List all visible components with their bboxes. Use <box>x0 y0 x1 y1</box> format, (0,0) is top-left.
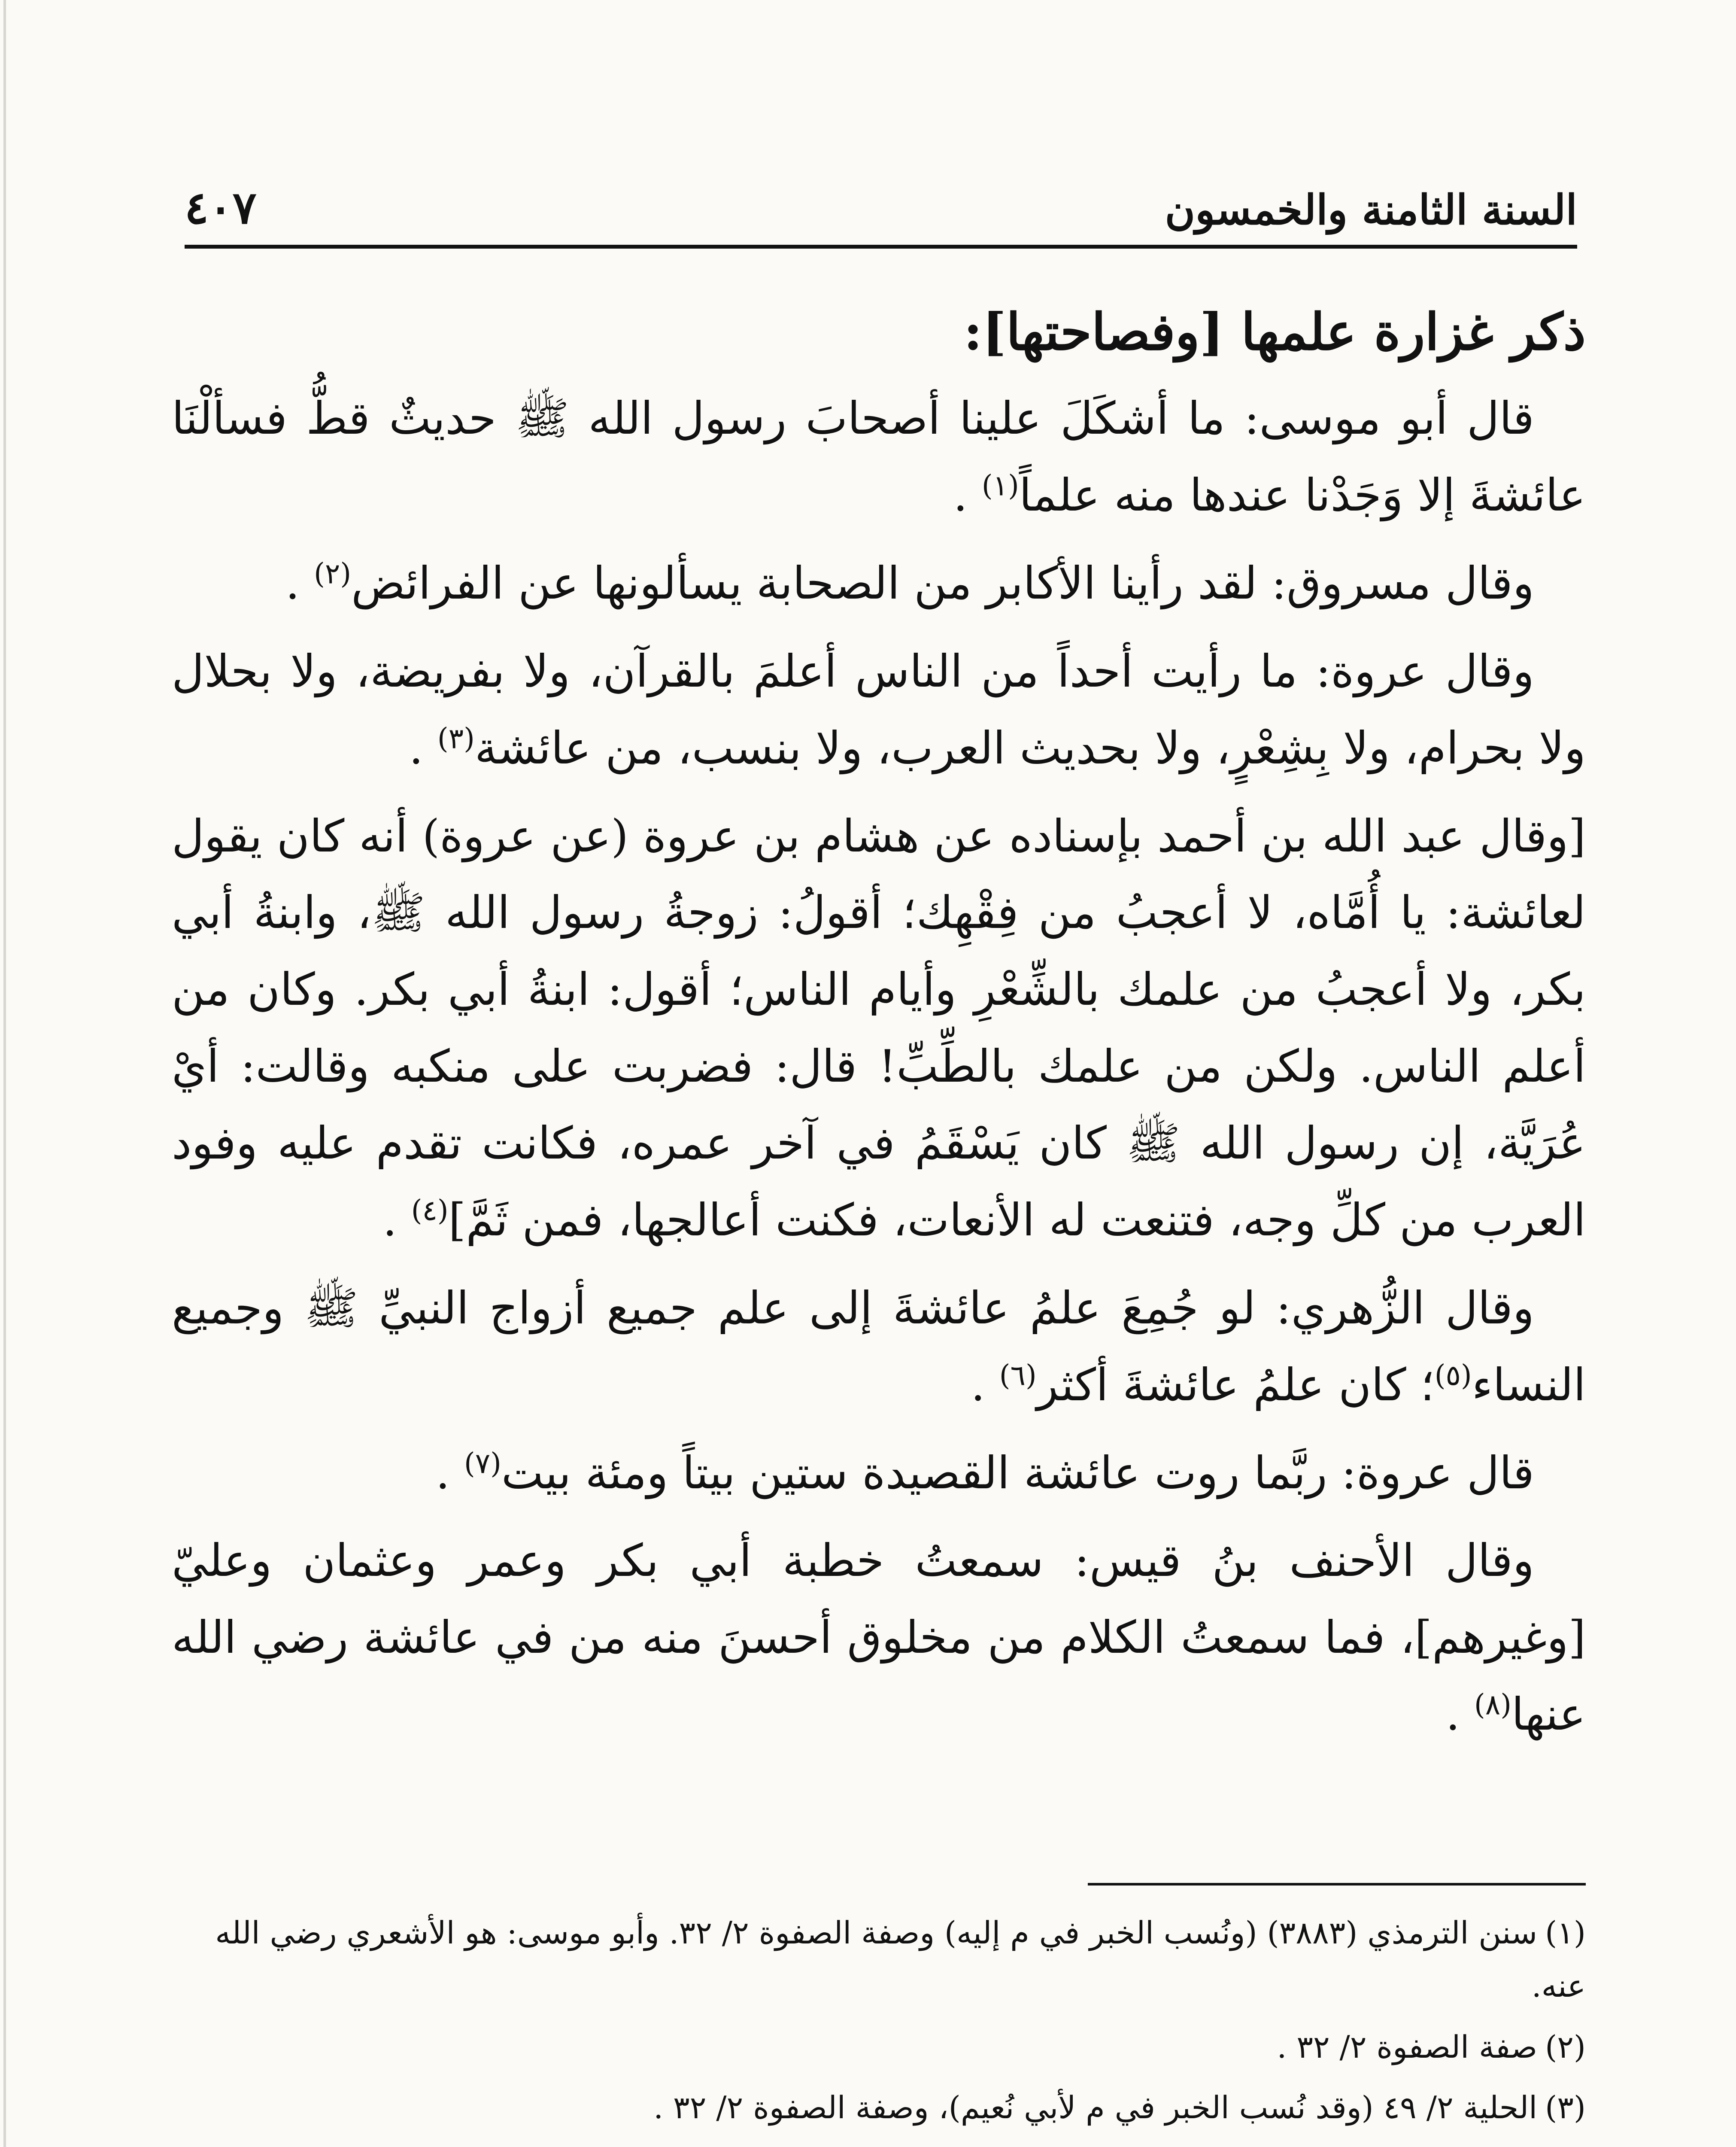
footnote-number: (٢) <box>1545 2028 1586 2065</box>
main-text <box>172 296 1586 1764</box>
paragraph-text: وقال الأحنف بنُ قيس: سمعتُ خطبة أبي بكر وعمر وعثمان وعليّ [وغيرهم]، فما سمعتُ الكلام من مخلوق أحسنَ منه من في عائشة رضي الله عنها <box>172 1534 1586 1741</box>
footnote-text: صفة الصفوة ٢/ ٣٢ . <box>1277 2028 1538 2065</box>
page-edge <box>3 0 6 2147</box>
footnote-rule <box>1088 1883 1586 1885</box>
footnotes <box>185 1907 1586 2147</box>
paragraph-ahnaf <box>172 1522 1586 1753</box>
paragraph-end: . <box>953 469 982 522</box>
paragraph-text: قال عروة: ربَّما روت عائشة القصيدة ستين بيتاً ومئة بيت <box>501 1446 1534 1499</box>
running-title: السنة الثامنة والخمسون <box>1165 186 1577 234</box>
footnote-number: (١) <box>1545 1915 1586 1951</box>
paragraph-end: . <box>971 1358 999 1411</box>
page-header <box>185 165 1577 234</box>
footnote-marker: (١) <box>981 469 1019 502</box>
footnote-marker: (٨) <box>1474 1688 1511 1721</box>
paragraph-abu-musa <box>172 380 1586 534</box>
paragraph-text: وقال مسروق: لقد رأينا الأكابر من الصحابة يسألونها عن الفرائض <box>351 557 1534 609</box>
section-title: ذكر غزارة علمها [وفصاحتها]: <box>963 302 1586 362</box>
header-rule <box>185 245 1577 249</box>
paragraph-text: وقال عروة: ما رأيت أحداً من الناس أعلمَ بالقرآن، ولا بفريضة، ولا بحلال ولا بحرام، ولا بِشِعْرٍ، ولا بحديث العرب، ولا بنسب، من عائشة <box>172 645 1586 774</box>
paragraph-end: . <box>435 1446 464 1499</box>
paragraph-text: وقال الزُّهري: لو جُمِعَ علمُ عائشةَ إلى علم جميع أزواج النبيِّ ﷺ وجميع النساء <box>172 1281 1586 1411</box>
paragraph-text: [وقال عبد الله بن أحمد بإسناده عن هشام بن عروة (عن عروة) أنه كان يقول لعائشة: يا أُمَّاه، لا أعجبُ من فِقْهِك؛ أقولُ: زوجةُ رسول الله ﷺ، وابنةُ أبي بكر، ولا أعجبُ من علمك بالشِّعْرِ وأيام الناس؛ أقول: ابنةُ أبي بكر. وكان من أعلم الناس. ولكن من علمك بالطِّبِّ! قال: فضربت على منكبه وقالت: أيْ عُرَيَّة، إن رسول الله ﷺ كان يَسْقَمُ في آخر عمره، فكانت تقدم عليه وفود العرب من كلِّ وجه، فتنعت له الأنعات، فكنت أعالجها، فمن ثَمَّ] <box>172 809 1586 1246</box>
paragraph-masruq <box>172 545 1586 622</box>
footnote-marker: (٦) <box>999 1359 1037 1392</box>
paragraph-text: قال أبو موسى: ما أشكَلَ علينا أصحابَ رسول الله ﷺ حديثٌ قطُّ فسألْنَا عائشةَ إلا وَجَدْنا عندها منه علماً <box>172 392 1586 522</box>
footnote-marker: (٣) <box>437 722 475 755</box>
paragraph-end: . <box>285 557 314 609</box>
footnote-4 <box>185 2142 1586 2147</box>
footnote-text: الحلية ٢/ ٤٩ (وقد نُسب الخبر في م لأبي نُعيم)، وصفة الصفوة ٢/ ٣٢ . <box>653 2089 1538 2126</box>
paragraph-end: . <box>1445 1688 1474 1741</box>
footnote-marker: (٧) <box>464 1446 501 1480</box>
footnote-2 <box>185 2021 1586 2074</box>
paragraph-urwa-1 <box>172 633 1586 787</box>
paragraph-zuhri <box>172 1270 1586 1423</box>
paragraph-abdullah-ahmad <box>172 798 1586 1259</box>
footnote-marker: (٢) <box>314 557 352 590</box>
page-number: ٤٠٧ <box>185 181 257 234</box>
footnote-number: (٣) <box>1545 2089 1586 2126</box>
paragraph-end: . <box>409 721 437 774</box>
footnote-marker: (٥) <box>1434 1359 1472 1392</box>
paragraph-text-continued: ؛ كان علمُ عائشةَ أكثر <box>1036 1358 1435 1411</box>
footnote-3 <box>185 2081 1586 2135</box>
paragraph-urwa-2 <box>172 1435 1586 1511</box>
footnote-marker: (٤) <box>411 1194 449 1227</box>
footnote-1 <box>185 1907 1586 2013</box>
paragraph-end: . <box>382 1193 411 1246</box>
footnote-text: سنن الترمذي (٣٨٨٣) (ونُسب الخبر في م إليه) وصفة الصفوة ٢/ ٣٢. وأبو موسى: هو الأشعري رضي الله عنه. <box>215 1915 1586 2004</box>
